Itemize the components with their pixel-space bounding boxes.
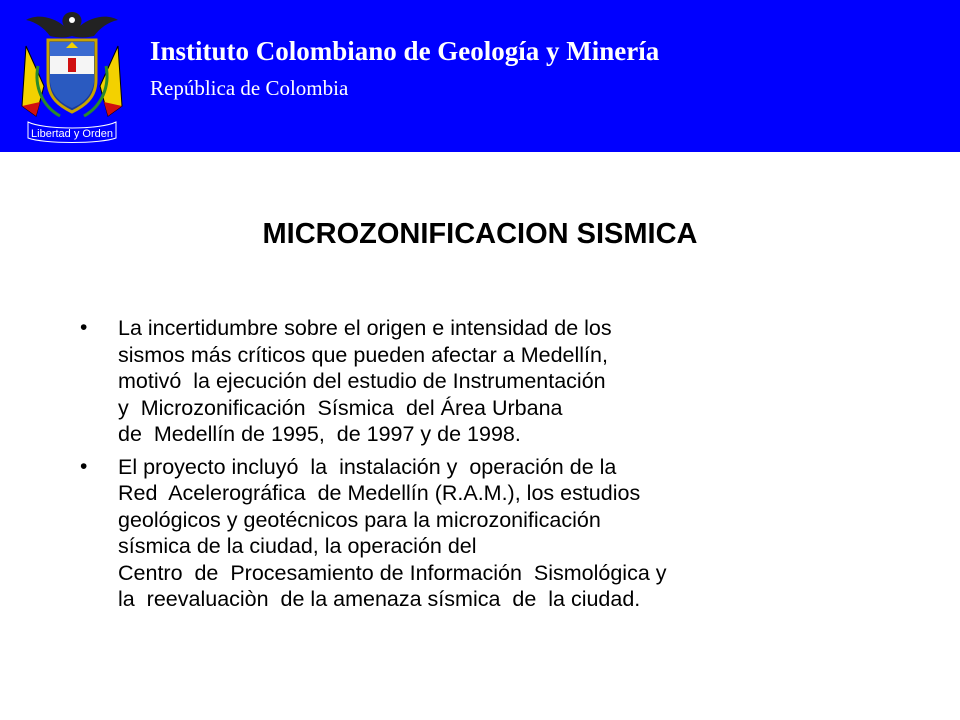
- country-name: República de Colombia: [150, 76, 349, 100]
- bullet-line: El proyecto incluyó la instalación y operación de la: [118, 454, 617, 479]
- bullet-line: sismos más críticos que pueden afectar a Medellín,: [118, 342, 608, 367]
- bullet-item: [80, 454, 940, 613]
- bullet-line: de Medellín de 1995, de 1997 y de 1998.: [118, 422, 521, 446]
- bullet-item: [80, 315, 940, 448]
- slide-title: MICROZONIFICACION SISMICA: [262, 218, 698, 250]
- bullet-dot-icon: •: [80, 454, 88, 478]
- bullet-line: Centro de Procesamiento de Información Sismológica y: [118, 560, 667, 585]
- bullet-line: La incertidumbre sobre el origen e intensidad de los: [118, 316, 612, 340]
- bullet-line: la reevaluaciòn de la amenaza sísmica de la ciudad.: [118, 587, 641, 611]
- bullet-line: y Microzonificación Sísmica del Área Urbana: [118, 395, 563, 420]
- bullet-list: [80, 315, 940, 619]
- bullet-line: motivó la ejecución del estudio de Instrumentación: [118, 369, 606, 393]
- bullet-line: Red Acelerográfica de Medellín (R.A.M.), los estudios: [118, 481, 641, 505]
- bullet-dot-icon: •: [80, 316, 88, 339]
- bullet-line: geológicos y geotécnicos para la microzonificación: [118, 507, 601, 532]
- bullet-line: sísmica de la ciudad, la operación del: [118, 534, 477, 558]
- header-banner: [0, 0, 960, 152]
- colombia-coat-of-arms-icon: [14, 6, 130, 146]
- institution-name: Instituto Colombiano de Geología y Minería: [150, 36, 660, 66]
- svg-text:Libertad y Orden: Libertad y Orden: [31, 128, 113, 140]
